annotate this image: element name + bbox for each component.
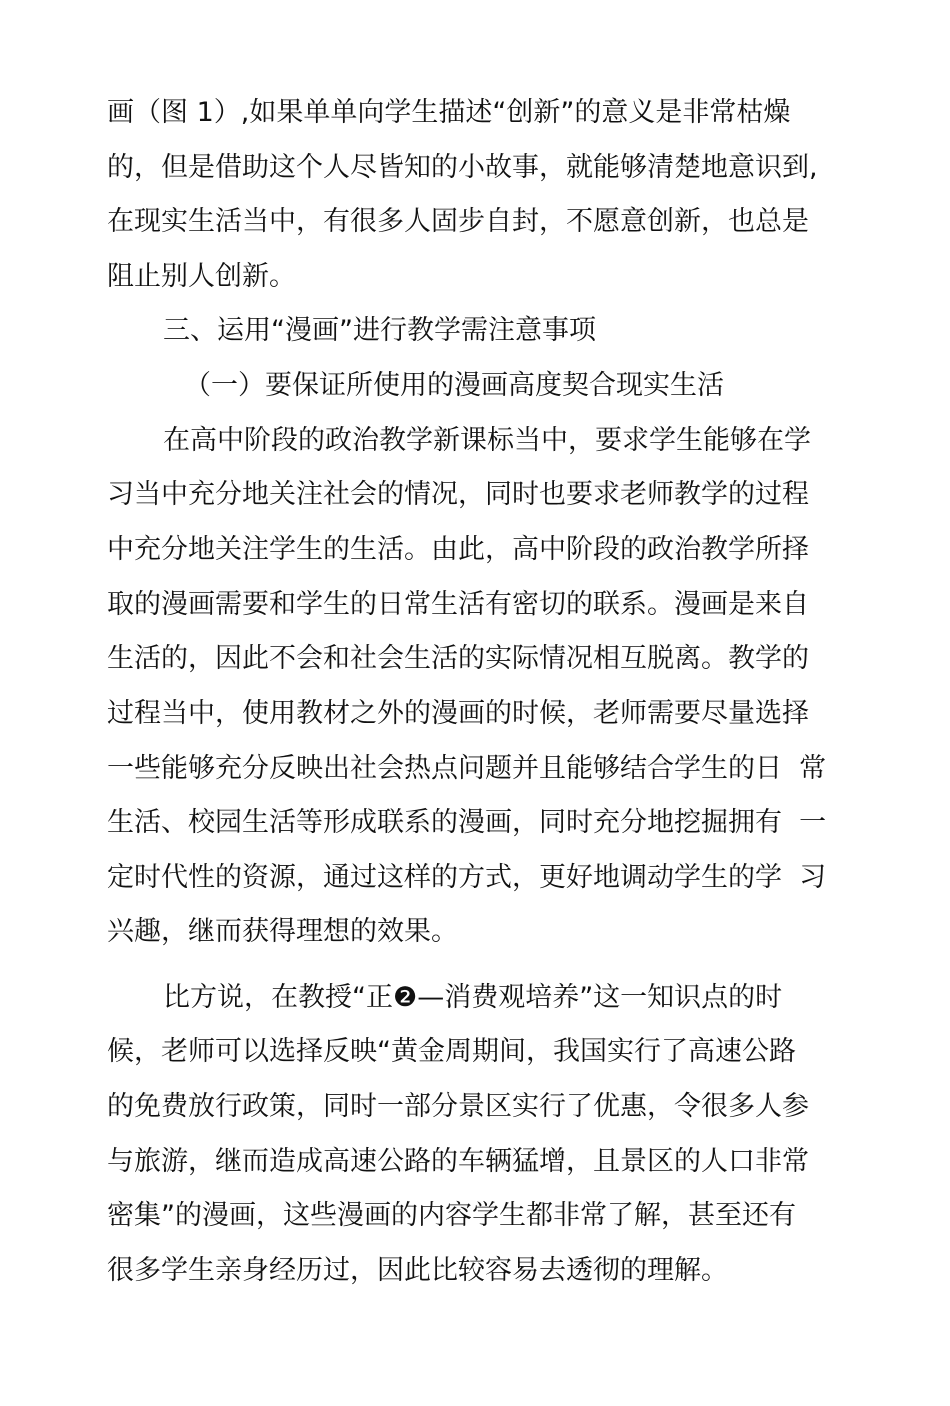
text-line: 很多学生亲身经历过，因此比较容易去透彻的理解。 [107, 1255, 728, 1286]
text-line: 取的漫画需要和学生的日常生活有密切的联系。漫画是来自 [107, 589, 809, 620]
text-line: 比方说，在教授“正❷—消费观培养”这一知识点的时 [163, 982, 783, 1013]
text-line: 习当中充分地关注社会的情况，同时也要求老师教学的过程 [107, 479, 809, 510]
text-line: 的免费放行政策，同时一部分景区实行了优惠，令很多人参 [107, 1091, 809, 1122]
text-line: 中充分地关注学生的生活。由此，高中阶段的政治教学所择 [107, 534, 809, 565]
text-line: 兴趣，继而获得理想的效果。 [107, 916, 458, 947]
text-line: 生活的，因此不会和社会生活的实际情况相互脱离。教学的 [107, 643, 809, 674]
text-line: 候，老师可以选择反映“黄金周期间，我国实行了高速公路 [107, 1036, 796, 1067]
text-line: 密集”的漫画，这些漫画的内容学生都非常了解，甚至还有 [107, 1200, 796, 1231]
text-line: 定时代性的资源，通过这样的方式，更好地调动学生的学 习 [107, 862, 827, 893]
text-line: 一些能够充分反映出社会热点问题并且能够结合学生的日 常 [107, 753, 827, 784]
text-line: 画（图 1）,如果单单向学生描述“创新”的意义是非常枯燥 [107, 97, 791, 128]
subsection-heading: （一）要保证所使用的漫画高度契合现实生活 [184, 370, 724, 401]
text-line: 在高中阶段的政治教学新课标当中，要求学生能够在学 [163, 425, 811, 456]
text-line: 的，但是借助这个人尽皆知的小故事，就能够清楚地意识到, [107, 152, 818, 183]
text-line: 生活、校园生活等形成联系的漫画，同时充分地挖掘拥有 一 [107, 807, 827, 838]
section-heading: 三、运用“漫画”进行教学需注意事项 [163, 315, 596, 346]
text-line: 阻止别人创新。 [107, 261, 296, 292]
text-line: 在现实生活当中，有很多人固步自封，不愿意创新，也总是 [107, 206, 809, 237]
text-line: 与旅游，继而造成高速公路的车辆猛增，且景区的人口非常 [107, 1146, 809, 1177]
text-line: 过程当中，使用教材之外的漫画的时候，老师需要尽量选择 [107, 698, 809, 729]
